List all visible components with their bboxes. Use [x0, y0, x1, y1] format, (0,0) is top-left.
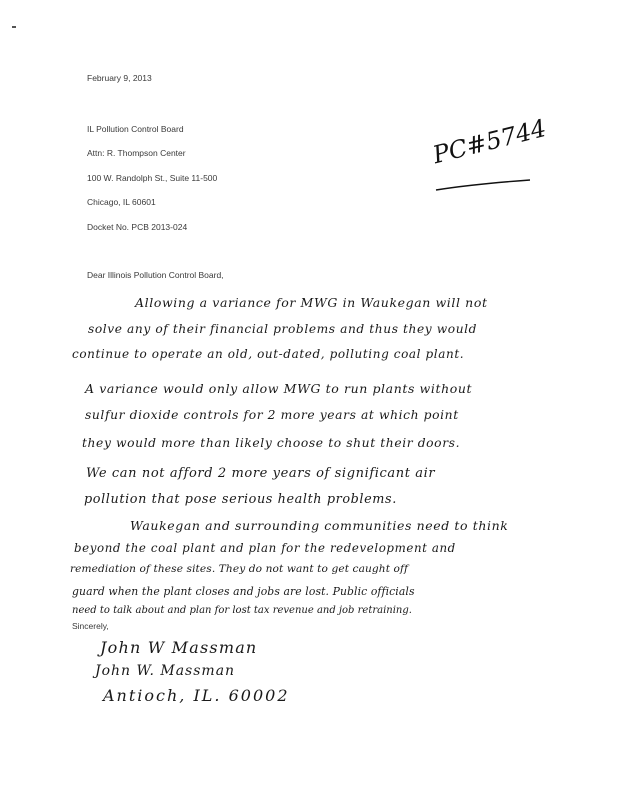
printed-name: John W. Massman [95, 663, 236, 679]
sender-city: Antioch, IL. 60002 [103, 686, 290, 705]
recipient-line-2: Attn: R. Thompson Center [87, 148, 186, 158]
salutation: Dear Illinois Pollution Control Board, [87, 270, 224, 280]
body-line: need to talk about and plan for lost tax revenue and job retraining. [72, 605, 412, 616]
body-line: continue to operate an old, out-dated, polluting coal plant. [72, 347, 465, 361]
body-line: A variance would only allow MWG to run plants without [85, 381, 473, 396]
closing: Sincerely, [72, 621, 109, 631]
recipient-line-3: 100 W. Randolph St., Suite 11-500 [87, 173, 218, 183]
public-comment-stamp: PC#5744 [430, 114, 550, 170]
body-line: guard when the plant closes and jobs are lost. Public officials [72, 585, 415, 598]
body-line: Waukegan and surrounding communities need to think [130, 518, 509, 533]
body-line: beyond the coal plant and plan for the redevelopment and [74, 541, 456, 555]
docket-number: Docket No. PCB 2013-024 [87, 222, 188, 232]
body-line: pollution that pose serious health problems. [84, 492, 397, 507]
recipient-line-1: IL Pollution Control Board [87, 124, 184, 134]
signature: John W Massman [100, 638, 258, 657]
body-line: Allowing a variance for MWG in Waukegan will not [135, 295, 488, 310]
body-line: they would more than likely choose to shut their doors. [82, 436, 461, 450]
body-line: solve any of their financial problems and thus they would [88, 322, 478, 336]
recipient-line-4: Chicago, IL 60601 [87, 197, 156, 207]
body-line: remediation of these sites. They do not want to get caught off [70, 563, 409, 575]
stamp-underline [434, 178, 534, 192]
scan-speck [12, 26, 16, 28]
body-line: We can not afford 2 more years of significant air [86, 466, 436, 481]
letter-date: February 9, 2013 [87, 73, 152, 83]
body-line: sulfur dioxide controls for 2 more years at which point [85, 408, 459, 422]
